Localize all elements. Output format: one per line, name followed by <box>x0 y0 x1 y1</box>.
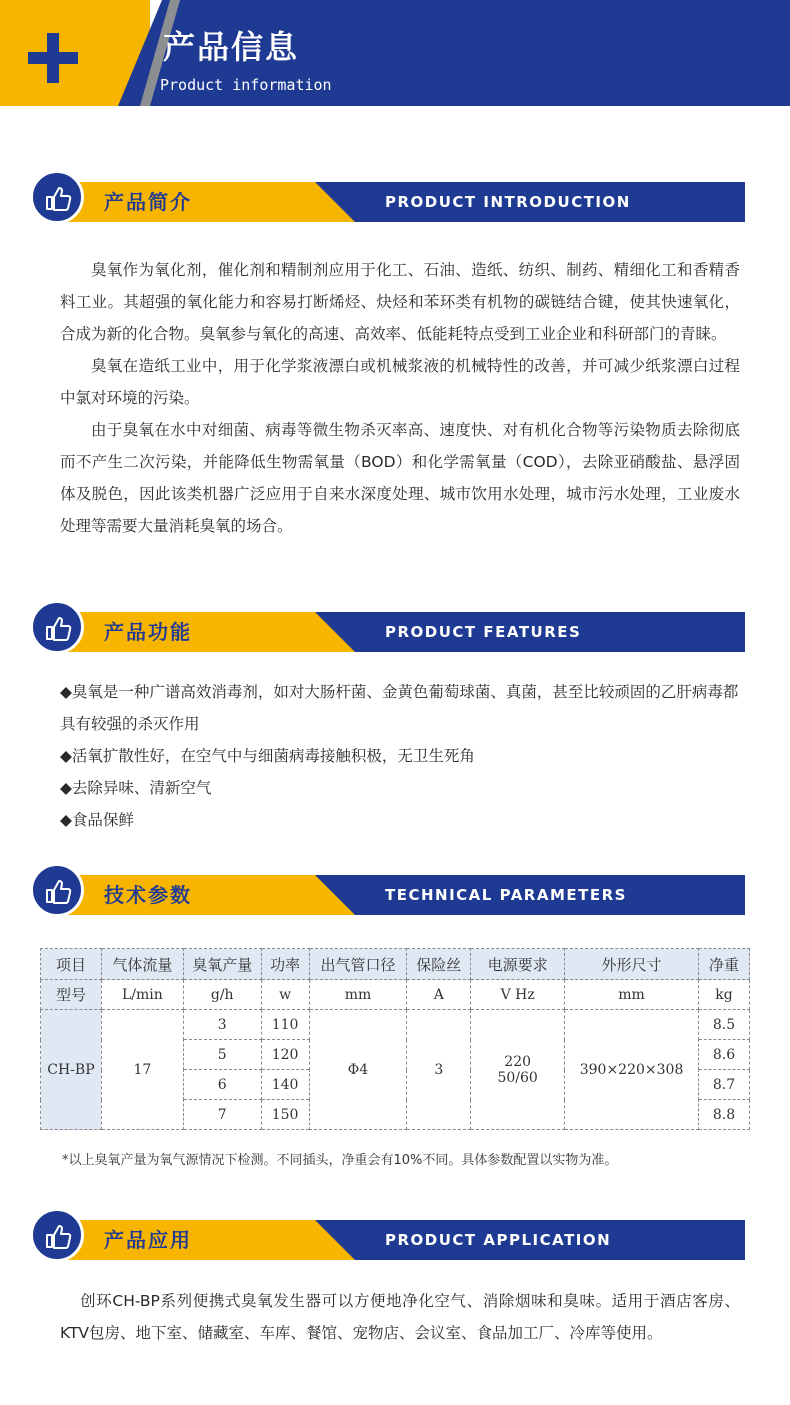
section-title-cn: 产品应用 <box>104 1228 192 1252</box>
features-list <box>60 676 750 836</box>
application-text <box>60 1285 740 1349</box>
section-title-en: PRODUCT INTRODUCTION <box>385 193 631 211</box>
thumbs-up-icon <box>30 863 84 917</box>
table-cell: 120 <box>261 1040 309 1070</box>
section-title-en: PRODUCT FEATURES <box>385 623 582 641</box>
table-cell: 7 <box>183 1100 261 1130</box>
power-frequency: 50/60 <box>497 1069 538 1086</box>
table-cell: V Hz <box>471 980 565 1010</box>
power-voltage: 220 <box>504 1053 532 1070</box>
section-header-features <box>30 596 745 656</box>
section-title-en: TECHNICAL PARAMETERS <box>385 886 627 904</box>
table-header-cell: 出气管口径 <box>309 949 407 980</box>
section-title-cn: 产品简介 <box>104 190 192 214</box>
table-cell: 6 <box>183 1070 261 1100</box>
application-paragraph: 创环CH-BP系列便携式臭氧发生器可以方便地净化空气、消除烟味和臭味。适用于酒店客房、KTV包房、地下室、储藏室、车库、餐馆、宠物店、会议室、食品加工厂、冷库等使用。 <box>60 1292 740 1342</box>
feature-item: ◆活氧扩散性好，在空气中与细菌病毒接触积极，无卫生死角 <box>60 747 475 765</box>
section-header-application <box>30 1204 745 1264</box>
table-row <box>41 1010 750 1040</box>
table-cell: 8.5 <box>699 1010 750 1040</box>
table-cell: A <box>407 980 471 1010</box>
thumbs-up-icon <box>30 1208 84 1262</box>
table-header-cell: 臭氧产量 <box>183 949 261 980</box>
section-header-intro <box>30 166 745 226</box>
table-cell-power-supply <box>471 1010 565 1130</box>
table-cell: 8.7 <box>699 1070 750 1100</box>
page-title: 产品信息 <box>163 28 300 66</box>
intro-paragraph: 由于臭氧在水中对细菌、病毒等微生物杀灭率高、速度快、对有机化合物等污染物质去除彻底而不产生二次污染，并能降低生物需氧量（BOD）和化学需氧量（COD），去除亚硝酸盐、悬浮固体及脱色，因此该类机器广泛应用于自来水深度处理、城市饮用水处理，城市污水处理，工业废水处理等需要大量消耗臭氧的场合。 <box>60 421 740 535</box>
table-cell: g/h <box>183 980 261 1010</box>
table-header-row <box>41 949 750 980</box>
table-cell-pipe: Φ4 <box>309 1010 407 1130</box>
table-cell: w <box>261 980 309 1010</box>
table-cell: 3 <box>183 1010 261 1040</box>
intro-text <box>60 254 740 542</box>
page-subtitle: Product information <box>160 76 332 94</box>
table-header-cell: 功率 <box>261 949 309 980</box>
table-cell-fuse: 3 <box>407 1010 471 1130</box>
feature-item: ◆去除异味、清新空气 <box>60 779 212 797</box>
table-header-cell: 外形尺寸 <box>565 949 699 980</box>
table-cell: L/min <box>101 980 183 1010</box>
table-header-cell: 净重 <box>699 949 750 980</box>
table-header-cell: 项目 <box>41 949 102 980</box>
table-cell: 8.8 <box>699 1100 750 1130</box>
section-title-cn: 技术参数 <box>104 883 192 907</box>
intro-paragraph: 臭氧在造纸工业中，用于化学浆液漂白或机械浆液的机械特性的改善，并可减少纸浆漂白过程中氯对环境的污染。 <box>60 357 740 407</box>
table-note: *以上臭氧产量为氧气源情况下检测。不同插头，净重会有10%不同。具体参数配置以实物为准。 <box>62 1153 618 1168</box>
intro-paragraph: 臭氧作为氧化剂，催化剂和精制剂应用于化工、石油、造纸、纺织、制药、精细化工和香精香料工业。其超强的氧化能力和容易打断烯烃、炔烃和苯环类有机物的碳链结合键，使其快速氧化，合成为新的化合物。臭氧参与氧化的高速、高效率、低能耗特点受到工业企业和科研部门的青睐。 <box>60 261 740 343</box>
table-cell-model: CH-BP <box>41 1010 102 1130</box>
section-title-cn: 产品功能 <box>104 620 192 644</box>
spec-table <box>40 948 750 1130</box>
table-header-cell: 气体流量 <box>101 949 183 980</box>
table-cell: 110 <box>261 1010 309 1040</box>
table-header-cell: 保险丝 <box>407 949 471 980</box>
table-cell: 140 <box>261 1070 309 1100</box>
table-cell: mm <box>565 980 699 1010</box>
table-cell: kg <box>699 980 750 1010</box>
thumbs-up-icon <box>30 600 84 654</box>
top-banner <box>0 0 790 106</box>
table-units-row <box>41 980 750 1010</box>
table-cell: 5 <box>183 1040 261 1070</box>
feature-item: ◆食品保鲜 <box>60 811 134 829</box>
table-cell-size: 390×220×308 <box>565 1010 699 1130</box>
table-cell-flow: 17 <box>101 1010 183 1130</box>
section-title-en: PRODUCT APPLICATION <box>385 1231 612 1249</box>
table-cell: mm <box>309 980 407 1010</box>
table-cell: 150 <box>261 1100 309 1130</box>
table-header-cell: 电源要求 <box>471 949 565 980</box>
table-cell: 8.6 <box>699 1040 750 1070</box>
feature-item: ◆臭氧是一种广谱高效消毒剂，如对大肠杆菌、金黄色葡萄球菌、真菌，甚至比较顽固的乙肝病毒都具有较强的杀灭作用 <box>60 683 739 733</box>
thumbs-up-icon <box>30 170 84 224</box>
table-cell: 型号 <box>41 980 102 1010</box>
plus-icon <box>28 33 78 83</box>
section-header-tech <box>30 859 745 919</box>
